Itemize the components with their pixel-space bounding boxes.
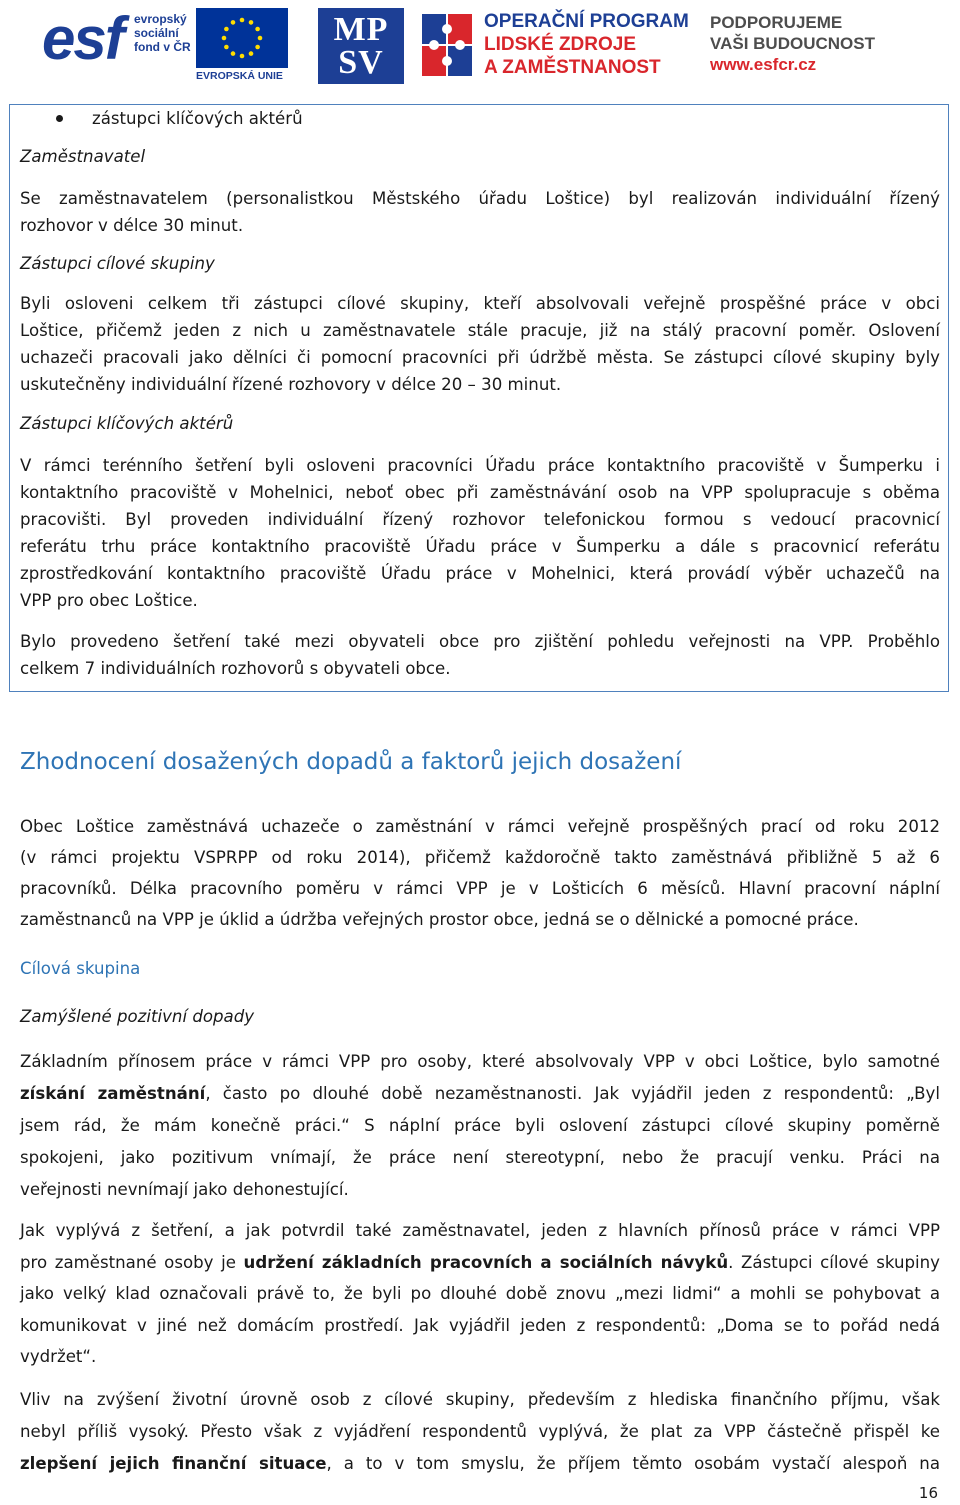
text-line [20,1247,940,1279]
section-heading: Zhodnocení dosažených dopadů a faktorů jejich dosažení [20,749,682,775]
pod-line: VAŠI BUDOUCNOST [710,34,875,53]
text-run: , a to v tom smyslu, že příjem těmto osobám vystačí alespoň na [326,1454,940,1473]
esf-line: fond v ČR [134,40,191,54]
bold-phrase: udržení základních pracovních a sociálních návyků [243,1252,729,1272]
esf-line: sociální [134,26,179,40]
employer-paragraph [20,185,940,239]
pod-line: PODPORUJEME [710,13,843,32]
impacts-paragraph-1 [20,1046,940,1206]
text-line: jako velký klad označovali právě to, že byli po dlouhé době znovu „mezi lidmi“ a mohli se pohybovat a [20,1284,940,1303]
text-line: V rámci terénního šetření byli osloveni pracovníci Úřadu práce kontaktního pracoviště v Šumperku i [20,456,940,475]
key-actors-paragraph [20,452,940,614]
page-number: 16 [918,1484,938,1502]
bullet-item: zástupci klíčových aktérů [92,109,303,128]
text-line: nebyl příliš vysoký. Přesto však z vyjádření respondentů vyplývá, že plat za VPP částečně přispěl ke [20,1422,940,1441]
pod-logo [710,12,890,75]
employer-heading: Zaměstnavatel [20,147,146,166]
target-group-paragraph [20,290,940,398]
mpsv-logo [318,8,404,84]
eu-flag-icon [196,8,288,68]
op-logo [418,8,688,84]
intended-impacts-heading: Zamýšlené pozitivní dopady [20,1007,255,1026]
esf-url-link[interactable]: www.esfcr.cz [710,55,817,74]
text-line: referátu trhu práce kontaktního pracoviště Úřadu práce v Šumperku a dále s pracovnicí referátu [20,537,940,556]
text-run: pro zaměstnané osoby je [20,1252,244,1272]
op-line: LIDSKÉ ZDROJE [484,34,637,55]
text-line: pracovníků. Délka pracovního poměru v rámci VPP je v Lošticích 6 měsíců. Hlavní pracovní náplní [20,879,940,898]
op-text [484,10,689,79]
intro-paragraph [20,811,940,935]
text-line: Obec Loštice zaměstnává uchazeče o zaměstnání v rámci veřejně prospěšných prací od roku 2012 [20,817,940,836]
bullet-icon [56,115,63,122]
esf-line: evropský [134,12,187,26]
text-line: VPP pro obec Loštice. [20,591,198,610]
text-run: . Zástupci cílové skupiny [728,1252,940,1272]
text-line: Byli osloveni celkem tři zástupci cílové skupiny, kteří absolvovali veřejně prospěšné práce v obci [20,294,940,313]
text-line: Bylo provedeno šetření také mezi obyvateli obce pro zjištění pohledu veřejnosti na VPP. Proběhlo [20,632,940,651]
text-line: (v rámci projektu VSPRPP od roku 2014), přičemž každoročně takto zaměstnává přibližně 5 až 6 [20,848,940,867]
text-line: pracovišti. Byl proveden individuální řízený rozhovor telefonickou formou s vedoucí pracovnicí [20,510,940,529]
text-line: Se zaměstnavatelem (personalistkou Městského úřadu Loštice) byl realizován individuální řízený [20,189,940,208]
target-group-subheading: Cílová skupina [20,959,141,978]
public-paragraph [20,628,940,682]
impacts-paragraph-2 [20,1215,940,1373]
bold-phrase: zlepšení jejich finanční situace [20,1454,327,1473]
text-line: spokojeni, jako pozitivum vnímají, že práce není stereotypní, nebo že pracují venku. Práci na [20,1148,940,1167]
text-line: Loštice, přičemž jeden z nich u zaměstnavatele stále pracuje, již na stálý pracovní poměr. Oslovení [20,321,940,340]
text-line: zprostředkování kontaktního pracoviště Úřadu práce v Mohelnici, která provádí výběr uchazečů na [20,564,940,583]
text-line: uchazeči pracovali jako dělníci či pomocní pracovníci při údržbě města. Se zástupci cílové skupiny byly [20,348,940,367]
eu-label: EVROPSKÁ UNIE [196,70,283,82]
text-line: vydržet“. [20,1347,97,1366]
op-line: OPERAČNÍ PROGRAM [484,11,689,32]
text-line: Jak vyplývá z šetření, a jak potvrdil také zaměstnavatel, jeden z hlavních přínosů práce v rámci VPP [20,1221,940,1240]
text-line: kontaktního pracoviště v Mohelnici, neboť obec při zaměstnávání osob na VPP spolupracuje s oběma [20,483,940,502]
text-line: Vliv na zvýšení životní úrovně osob z cílové skupiny, především z hlediska finančního příjmu, však [20,1390,940,1409]
text-line: veřejnosti nevnímají jako dehonestující. [20,1180,349,1199]
esf-logo [42,5,288,84]
text-line: jsem rád, že mám konečně práci.“ S náplní práce byli oslovení zástupci cílové skupiny poměrně [20,1116,940,1135]
impacts-paragraph-3 [20,1384,940,1480]
text-line: rozhovor v délce 30 minut. [20,216,244,235]
text-line [20,1448,940,1480]
text-line: komunikovat v jiné než domácím prostředí. Jak vyjádřil jeden z respondentů: „Doma se to pořád nedá [20,1315,940,1335]
key-actors-heading: Zástupci klíčových aktérů [20,414,234,433]
text-line: celkem 7 individuálních rozhovorů s obyvateli obce. [20,659,451,678]
esf-subtitle [134,12,191,54]
mpsv-line: MP [333,11,389,48]
puzzle-icon [418,12,478,80]
text-line: uskutečněny individuální řízené rozhovory v délce 20 – 30 minut. [20,375,562,394]
text-run: , často po dlouhé době nezaměstnanosti. Jak vyjádřil jeden z respondentů: „Byl [205,1084,940,1103]
text-line: zaměstnanců na VPP je úklid a údržba veřejných prostor obce, jedná se o dělnické a pomocné práce. [20,910,859,929]
mpsv-line: SV [338,44,384,81]
target-group-heading: Zástupci cílové skupiny [20,254,215,273]
text-line [20,1078,940,1110]
logo-header [0,0,960,92]
text-line: Základním přínosem práce v rámci VPP pro osoby, které absolvovaly VPP v obci Loštice, bylo samotné [20,1052,940,1071]
op-line: A ZAMĚSTNANOST [484,57,661,78]
bold-phrase: získání zaměstnání [20,1084,206,1103]
esf-letters: esf [42,5,123,72]
